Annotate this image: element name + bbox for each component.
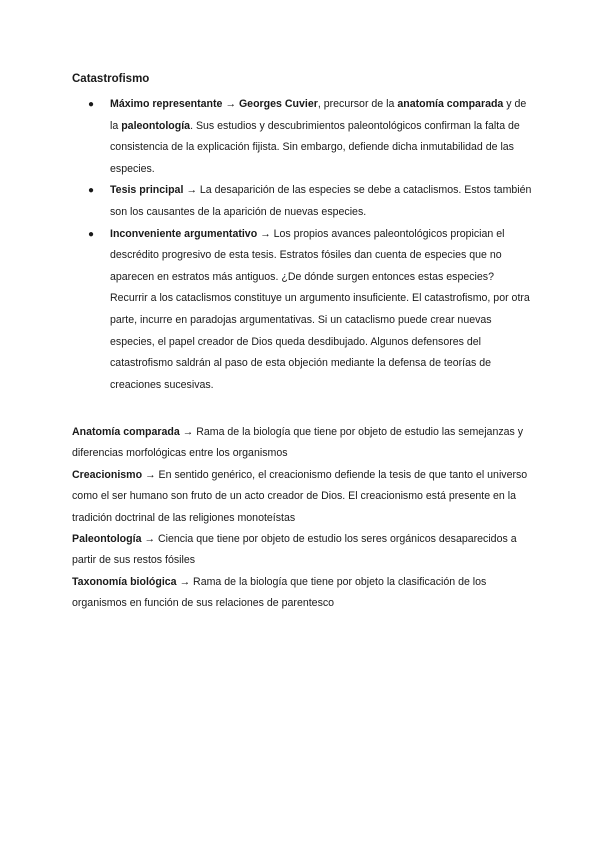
definition-text: → Rama de la biología que tiene por objeto de estudio las semejanzas y diferencias morfológicas entre los organismos xyxy=(72,426,524,460)
definition-item xyxy=(72,572,534,615)
definition-item xyxy=(72,529,534,572)
definitions-list xyxy=(72,422,534,615)
definition-text: → Ciencia que tiene por objeto de estudio los seres orgánicos desaparecidos a partir de sus restos fósiles xyxy=(72,533,517,567)
bullet-text: . Sus estudios y descubrimientos paleontológicos confirman la falta de consistencia de la explicación fijista. Sin embargo, defiende dicha inmutabilidad de las especies. xyxy=(110,119,520,175)
bullet-text: y de la xyxy=(110,98,527,132)
bullet-term: Máximo representante xyxy=(110,98,223,110)
bullet-text: → Los propios avances paleontológicos propician el descrédito progresivo de esta tesis. Estratos fósiles dan cuenta de especies que no aparecen en estratos más antiguos. ¿De dónde surgen entonces estas especies? Recurrir a los cataclismos constituye un argumento insuficiente. El catastrofismo, por otra parte, incurre en paradojas argumentativas. Si un cataclismo puede crear nuevas especies, el papel creador de Dios queda desdibujado. Algunos defensores del catastrofismo saldrán al paso de esta objeción mediante la defensa de teorías de creaciones sucesivas. xyxy=(110,227,530,391)
bullet-item xyxy=(72,180,532,223)
definition-term: Taxonomía biológica xyxy=(72,575,177,588)
bullet-text: → La desaparición de las especies se debe a cataclismos. Estos también son los causantes de la aparición de nuevas especies. xyxy=(110,184,532,218)
bullet-dot-icon: ● xyxy=(88,228,95,240)
bullet-term: paleontología xyxy=(121,119,191,132)
bullet-item xyxy=(72,94,532,180)
bullet-dot-icon: ● xyxy=(88,185,95,197)
bullet-term: Tesis principal xyxy=(110,184,184,197)
definition-text: → Rama de la biología que tiene por objeto la clasificación de los organismos en función de sus relaciones de parentesco xyxy=(72,575,487,610)
definition-text: → En sentido genérico, el creacionismo defiende la tesis de que tanto el universo como el ser humano son fruto de un acto creador de Dios. El creacionismo está presente en la tradición doctrinal de las religiones monoteístas xyxy=(72,468,528,524)
bullet-term: Inconveniente argumentativo xyxy=(110,227,258,240)
definition-term: Creacionismo xyxy=(72,468,143,481)
bullet-term: Georges Cuvier xyxy=(238,98,318,110)
bullet-text: , precursor de la xyxy=(317,98,398,110)
bullet-dot-icon: ● xyxy=(88,99,95,110)
definition-term: Paleontología xyxy=(72,533,142,546)
bullet-text: → xyxy=(222,98,239,110)
section-heading: Catastrofismo xyxy=(72,73,150,85)
definition-item xyxy=(72,465,534,529)
definition-item xyxy=(72,422,534,465)
bullet-term: anatomía comparada xyxy=(397,98,504,110)
bullet-item xyxy=(72,224,532,397)
definition-term: Anatomía comparada xyxy=(72,426,180,438)
bullet-list xyxy=(72,94,532,396)
